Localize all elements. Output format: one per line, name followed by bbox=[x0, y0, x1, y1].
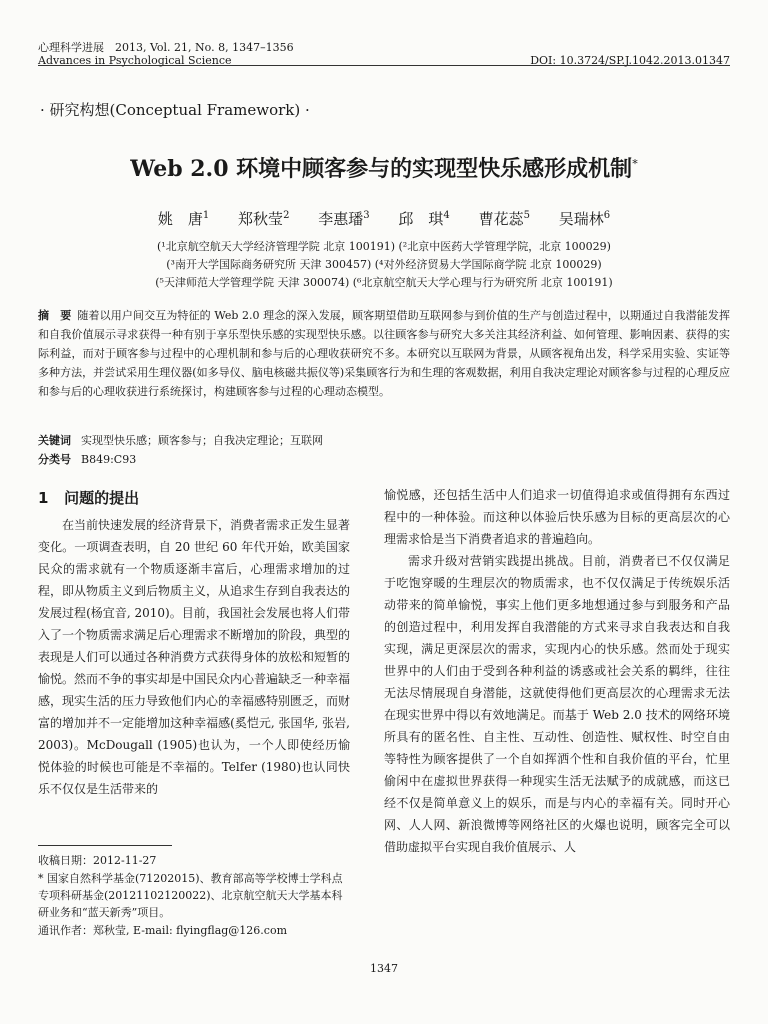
section-title: 问题的提出 bbox=[64, 489, 140, 507]
corresponding-author: 通讯作者：郑秋莹, E-mail: flyingflag@126.com bbox=[38, 924, 288, 937]
keywords-label: 关键词 bbox=[38, 434, 71, 447]
section-number: 1 bbox=[38, 489, 49, 507]
body-paragraph: 需求升级对营销实践提出挑战。目前，消费者已不仅仅满足于吃饱穿暖的生理层次的物质需求，也不仅仅满足于传统娱乐活动带来的简单愉悦，事实上他们更多地想通过参与到服务和产品的创造过程中，利用发挥自我潜能的方式来寻求自我表达和自我实现，满足更深层次的需求，实现内心的快乐感。然而处于现实世界中的人们由于受到各种利益的诱惑或社会关系的羁绊，往往无法尽情展现自身潜能，这就使得他们更高层次的心理需求无法在现实世界中得以有效地满足。而基于 Web 2.0 技术的网络环境所具有的匿名性、自主性、互动性、创造性、赋权性、时空自由等特性为顾客提供了一个自如挥洒个性和自我价值的平台，忙里偷闲中在虚拟世界获得一种现实生活无法赋予的成就感，而这已经不仅是简单意义上的娱乐，而是与内心的幸福有关。同时开心网、人人网、新浪微博等网络社区的火爆也说明，顾客完全可以借助虚拟平台实现自我价值展示、人 bbox=[384, 554, 730, 854]
footnote-rule bbox=[38, 845, 172, 846]
journal-name-en: Advances in Psychological Science bbox=[38, 54, 232, 67]
author: 李惠璠$^3$ bbox=[318, 210, 370, 228]
title-text: Web 2.0 环境中顾客参与的实现型快乐感形成机制 bbox=[130, 156, 633, 182]
page-title bbox=[0, 152, 768, 183]
right-column bbox=[384, 484, 730, 858]
funding-note: * 国家自然科学基金(71202015)、教育部高等学校博士学科点专项科研基金(20121102120022)、北京航空航天大学基本科研业务和“蓝天新秀”项目。 bbox=[38, 872, 343, 919]
affiliation-line: (⁵天津师范大学管理学院 天津 300074) (⁶北京航空航天大学心理与行为研究所 北京 100191) bbox=[155, 276, 613, 289]
affiliation-line: (¹北京航空航天大学经济管理学院 北京 100191) (²北京中医药大学管理学院，北京 100029) bbox=[157, 240, 611, 253]
keywords-text: 实现型快乐感；顾客参与；自我决定理论；互联网 bbox=[81, 434, 323, 447]
journal-citation: 心理科学进展 2013, Vol. 21, No. 8, 1347–1356 bbox=[38, 41, 294, 54]
body-paragraph: 在当前快速发展的经济背景下，消费者需求正发生显著变化。一项调查表明，自 20 世纪 60 年代开始，欧美国家民众的需求就有一个物质逐渐丰富后，心理需求增加的过程，即从物质主义到后物质主义，从追求生存到自我表达的发展过程(杨宜音, 2010)。目前，我国社会发展也将人们带入了一个物质需求满足后心理需求不断增加的阶段，典型的表现是人们可以通过各种消费方式获得身体的放松和短暂的愉悦。然而不争的事实却是中国民众内心普遍缺乏一种幸福感，现实生活的压力导致他们内心的幸福感特别匮乏，而财富的增加并不一定能增加这种幸福感(奚恺元, 张国华, 张岩, 2003)。McDougall (1905)也认为，一个人即使经历愉悦体验的时候也可能是不幸福的。Telfer (1980)也认同快乐不仅仅是生活带来的 bbox=[38, 518, 351, 796]
abstract-text: 随着以用户间交互为特征的 Web 2.0 理念的深入发展，顾客期望借助互联网参与到价值的生产与创造过程中，以期通过自我潜能发挥和自我价值展示寻求获得一种有别于享乐型快乐感的实现型快乐感。以往顾客参与研究大多关注其经济利益、如何管理、影响因素、获得的实际利益，而对于顾客参与过程中的心理机制和参与后的心理收获研究不多。本研究以互联网为背景，从顾客视角出发，科学采用实验、实证等多种方法，并尝试采用生理仪器(如多导仪、脑电核磁共振仪等)采集顾客行为和生理的客观数据，利用自我决定理论对顾客参与过程的心理反应和参与后的心理收获进行系统探讨，构建顾客参与过程的心理动态模型。 bbox=[38, 309, 730, 398]
title-footnote-mark: * bbox=[632, 157, 638, 171]
keywords bbox=[38, 432, 323, 448]
abstract-label: 摘 要 bbox=[38, 309, 72, 322]
header-rule bbox=[38, 65, 730, 66]
body-paragraph: 愉悦感，还包括生活中人们追求一切值得追求或值得拥有东西过程中的一种体验。而这种以体验后快乐感为目标的更高层次的心理需求恰是当下消费者追求的普遍趋向。 bbox=[384, 488, 730, 546]
section-tag: · 研究构想(Conceptual Framework) · bbox=[40, 101, 310, 119]
abstract bbox=[38, 306, 730, 401]
author: 姚 唐$^1$ bbox=[157, 210, 210, 228]
left-column bbox=[38, 514, 350, 800]
classification bbox=[38, 451, 136, 467]
author: 曹花蕊$^5$ bbox=[478, 210, 530, 228]
author: 郑秋莹$^2$ bbox=[238, 210, 290, 228]
author: 吴瑞林$^6$ bbox=[558, 210, 611, 228]
author: 邱 琪$^4$ bbox=[398, 210, 450, 228]
section-heading bbox=[38, 487, 139, 508]
page-number: 1347 bbox=[370, 962, 398, 975]
doi: DOI: 10.3724/SP.J.1042.2013.01347 bbox=[530, 54, 730, 67]
classification-label: 分类号 bbox=[38, 453, 71, 466]
author-list bbox=[0, 208, 768, 229]
received-date: 收稿日期：2012-11-27 bbox=[38, 854, 157, 867]
classification-text: B849:C93 bbox=[81, 453, 137, 466]
affiliation-line: (³南开大学国际商务研究所 天津 300457) (⁴对外经济贸易大学国际商学院 北京 100029) bbox=[166, 258, 602, 271]
